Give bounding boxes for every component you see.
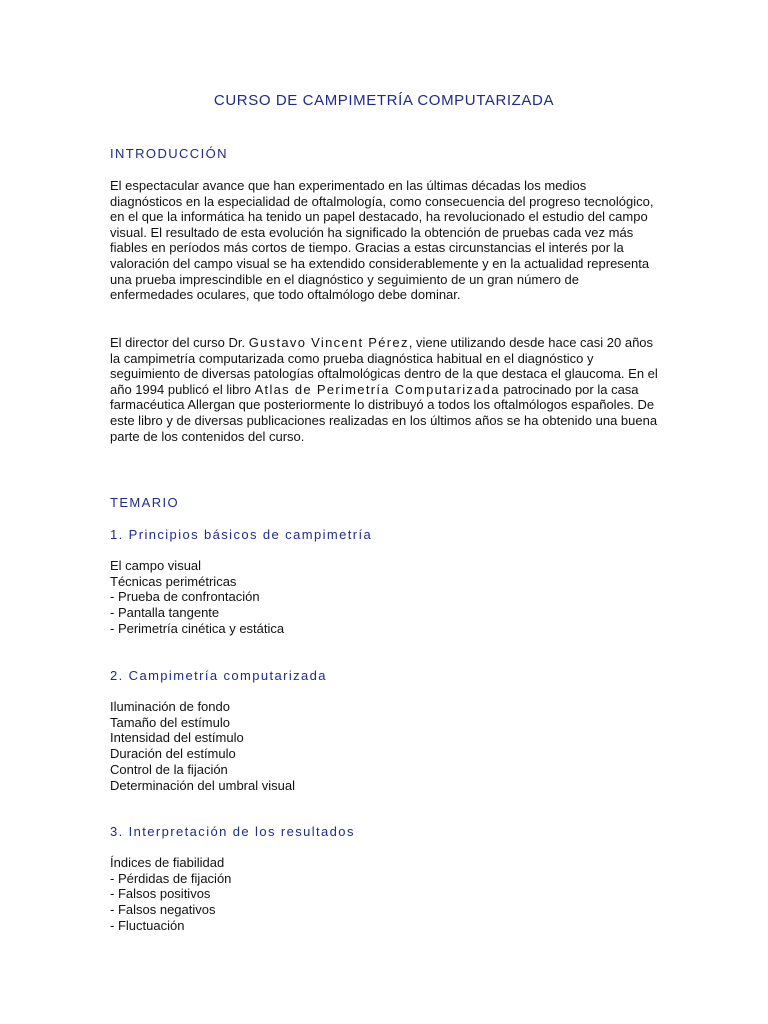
list-item: - Fluctuación: [110, 917, 185, 933]
paragraph-2-text-1: El director del curso Dr.: [110, 335, 249, 350]
introduccion-heading: INTRODUCCIÓN: [110, 146, 228, 161]
section-title-1: 1. Principios básicos de campimetría: [110, 527, 373, 542]
section-title-2: 2. Campimetría computarizada: [110, 668, 327, 683]
list-item: - Falsos positivos: [110, 886, 211, 902]
list-item: Control de la fijación: [110, 761, 228, 777]
introduccion-paragraph-2: [110, 335, 658, 444]
list-item: Intensidad del estímulo: [110, 730, 244, 746]
section-title-3: 3. Interpretación de los resultados: [110, 824, 355, 839]
section-3-list: [110, 855, 231, 934]
paragraph-2-text-3: patrocinado por la casa farmacéutica Allergan que posteriormente lo distribuyó a todos los oftalmólogos españoles. De este libro y de diversas publicaciones realizadas en los últimos años se ha obtenido una buena parte de los contenidos del curso.: [110, 381, 658, 444]
book-title: Atlas de Perimetría Computarizada: [254, 381, 500, 397]
list-item: - Pérdidas de fijación: [110, 870, 232, 886]
list-item: - Perimetría cinética y estática: [110, 620, 285, 636]
list-item: Duración del estímulo: [110, 746, 236, 762]
list-item: - Falsos negativos: [110, 902, 216, 918]
list-item: Técnicas perimétricas: [110, 573, 237, 589]
temario-heading: TEMARIO: [110, 495, 180, 510]
list-item: Determinación del umbral visual: [110, 777, 295, 793]
director-name: Gustavo Vincent Pérez: [248, 335, 409, 350]
list-item: - Pantalla tangente: [110, 605, 220, 621]
list-item: Índices de fiabilidad: [110, 855, 225, 870]
document-title: CURSO DE CAMPIMETRÍA COMPUTARIZADA: [213, 92, 555, 109]
list-item: - Prueba de confrontación: [110, 589, 260, 605]
introduccion-paragraph-1: El espectacular avance que han experimentado en las últimas décadas los medios diagnósticos en la especialidad de oftalmología, como consecuencia del progreso tecnológico, en el que la informática ha tenido un papel destacado, ha revolucionado el estudio del campo visual. El resultado de esta evolución ha significado la obtención de pruebas cada vez más fiables en períodos más cortos de tiempo. Gracias a estas circunstancias el interés por la valoración del campo visual se ha extendido considerablemente y en la actualidad representa una prueba imprescindible en el diagnóstico y seguimiento de un gran número de enfermedades oculares, que todo oftalmólogo debe dominar.: [110, 178, 654, 303]
list-item: Iluminación de fondo: [110, 699, 230, 714]
list-item: Tamaño del estímulo: [110, 714, 230, 730]
section-2-list: [110, 699, 295, 793]
paragraph-2-text-2: , viene utilizando desde hace casi 20 años la campimetría computarizada como prueba diagnóstica habitual en el diagnóstico y seguimiento de diversas patologías oftalmológicas dentro de la que destaca el glaucoma. En el año 1994 publicó el libro: [110, 335, 658, 397]
list-item: El campo visual: [110, 558, 202, 573]
section-1-list: [110, 558, 284, 637]
